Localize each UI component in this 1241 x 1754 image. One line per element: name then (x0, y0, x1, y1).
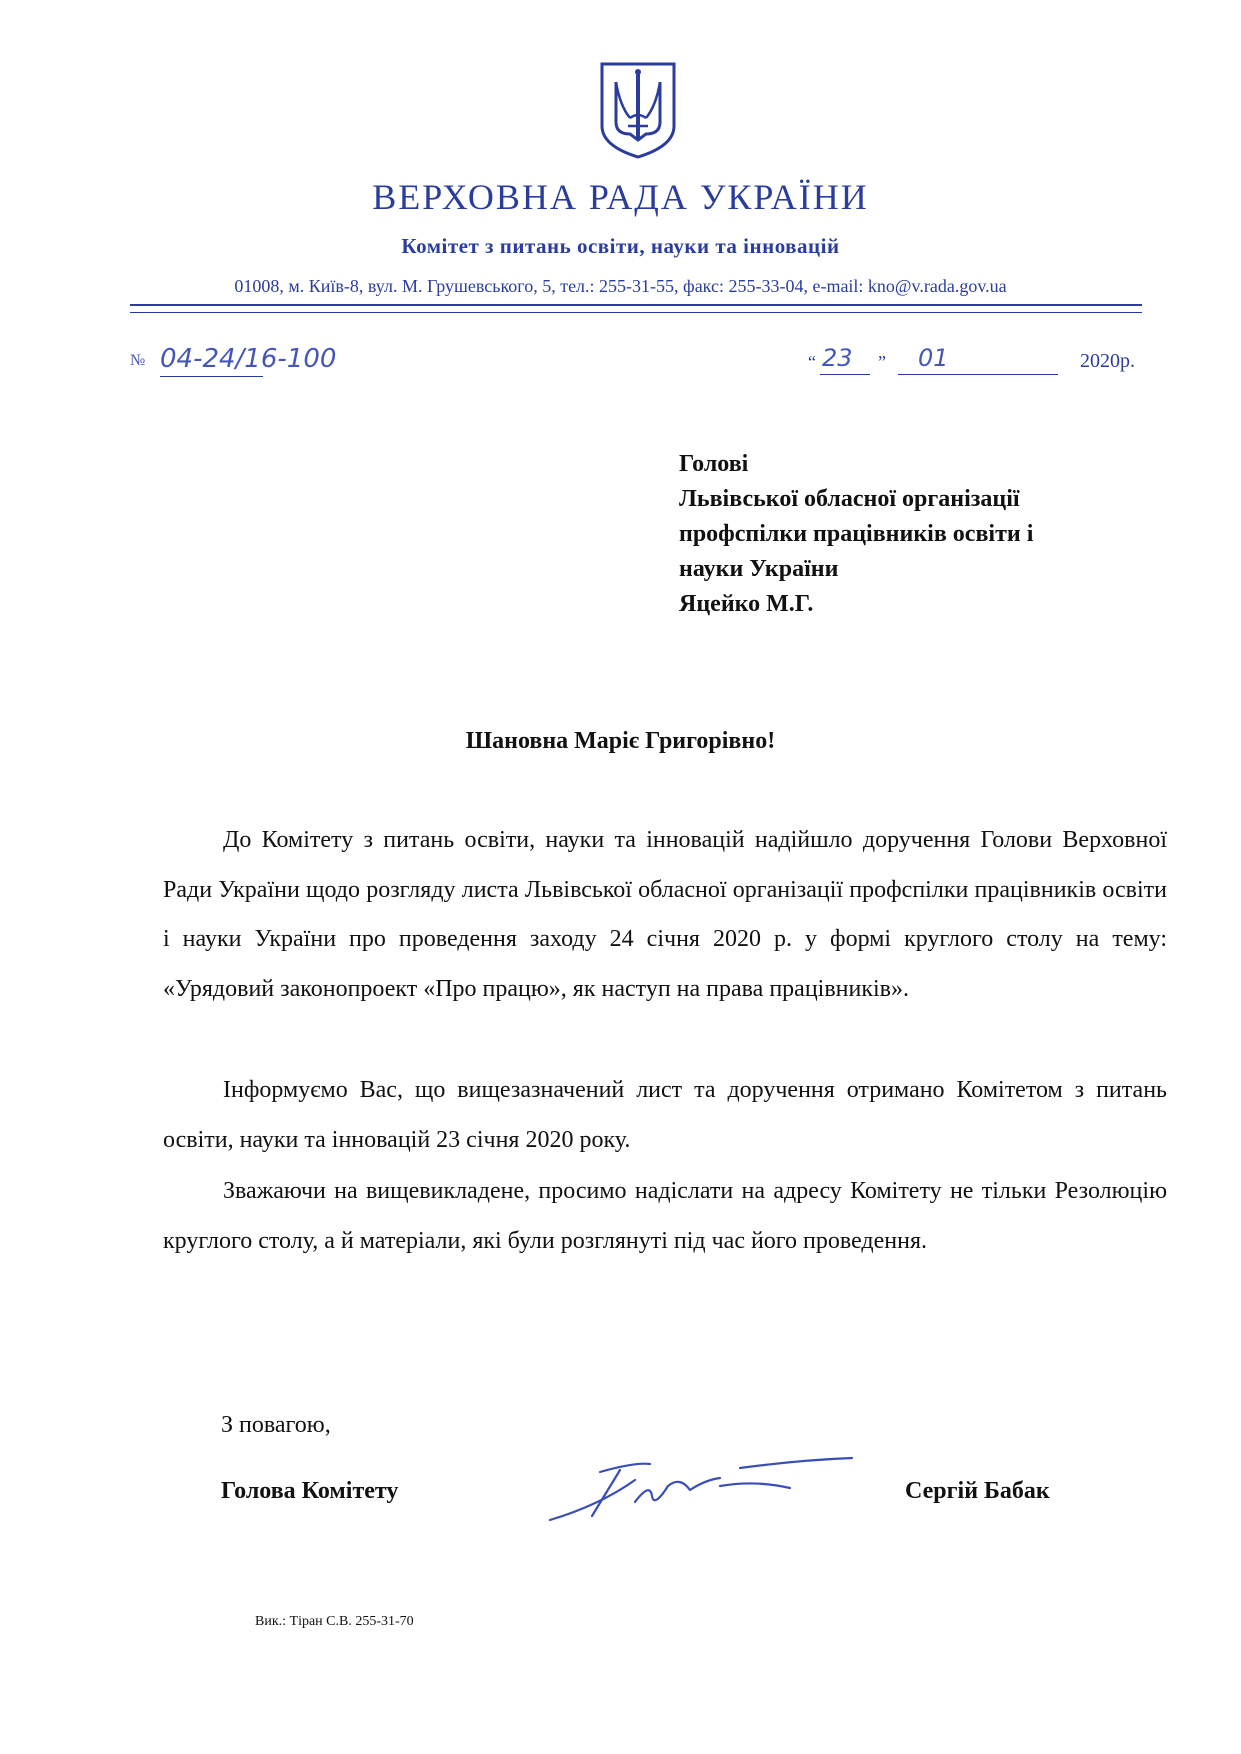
header-divider-thin (130, 312, 1142, 313)
body-paragraph (163, 1066, 1167, 1165)
date-year: 2020р. (1080, 350, 1135, 372)
closing-regards: З повагою, (221, 1412, 331, 1438)
letter-date (808, 344, 1148, 384)
body-paragraph-text: Інформуємо Вас, що вищезазначений лист та доручення отримано Комітетом з питань освіти, науки та інновацій 23 січня 2020 року. (163, 1077, 1167, 1153)
trident-emblem-icon (598, 60, 678, 160)
date-month-underline (898, 374, 1058, 375)
body-paragraph-text: Зважаючи на вищевикладене, просимо надіслати на адресу Комітету не тільки Резолюцію круглого столу, а й матеріали, які були розглянуті під час його проведення. (163, 1178, 1167, 1254)
registration-number-label: № (130, 352, 146, 369)
date-open-quote: “ (808, 352, 816, 372)
body-paragraph (163, 1167, 1167, 1266)
signatory-name: Сергій Бабак (905, 1478, 1050, 1504)
recipient-line: Львівської обласної організації (679, 486, 1020, 512)
recipient-line: Голові (679, 451, 749, 477)
registration-number: 04-24/16-100 (160, 344, 337, 374)
date-month: 01 (918, 344, 949, 372)
date-day-underline (820, 374, 870, 375)
handwritten-signature (540, 1450, 860, 1530)
signatory-position: Голова Комітету (221, 1478, 399, 1504)
recipient-line: науки України (679, 556, 839, 582)
address-line: 01008, м. Київ-8, вул. М. Грушевського, 5, тел.: 255-31-55, факс: 255-33-04, e-mail: kno@v.rada.gov.ua (234, 276, 1007, 296)
committee-name: Комітет з питань освіти, науки та інновацій (401, 234, 840, 258)
org-title: ВЕРХОВНА РАДА УКРАЇНИ (372, 177, 869, 217)
executor-info: Вик.: Тіран С.В. 255-31-70 (255, 1614, 414, 1629)
body-paragraph-text: До Комітету з питань освіти, науки та інновацій надійшло доручення Голови Верховної Ради України щодо розгляду листа Львівської обласної організації профспілки працівників освіти і науки України про проведення заходу 24 січня 2020 р. у формі круглого столу на тему: «Урядовий законопроект «Про працю», як наступ на права працівників». (163, 827, 1167, 1002)
body-paragraph (163, 816, 1167, 1014)
header-divider (130, 304, 1142, 306)
date-day: 23 (822, 344, 853, 372)
salutation: Шановна Маріє Григорівно! (465, 728, 776, 754)
recipient-line: профспілки працівників освіти і (679, 521, 1034, 547)
recipient-name: Яцейко М.Г. (679, 591, 814, 617)
registration-number-underline (160, 376, 263, 377)
date-close-quote: ” (878, 352, 886, 372)
